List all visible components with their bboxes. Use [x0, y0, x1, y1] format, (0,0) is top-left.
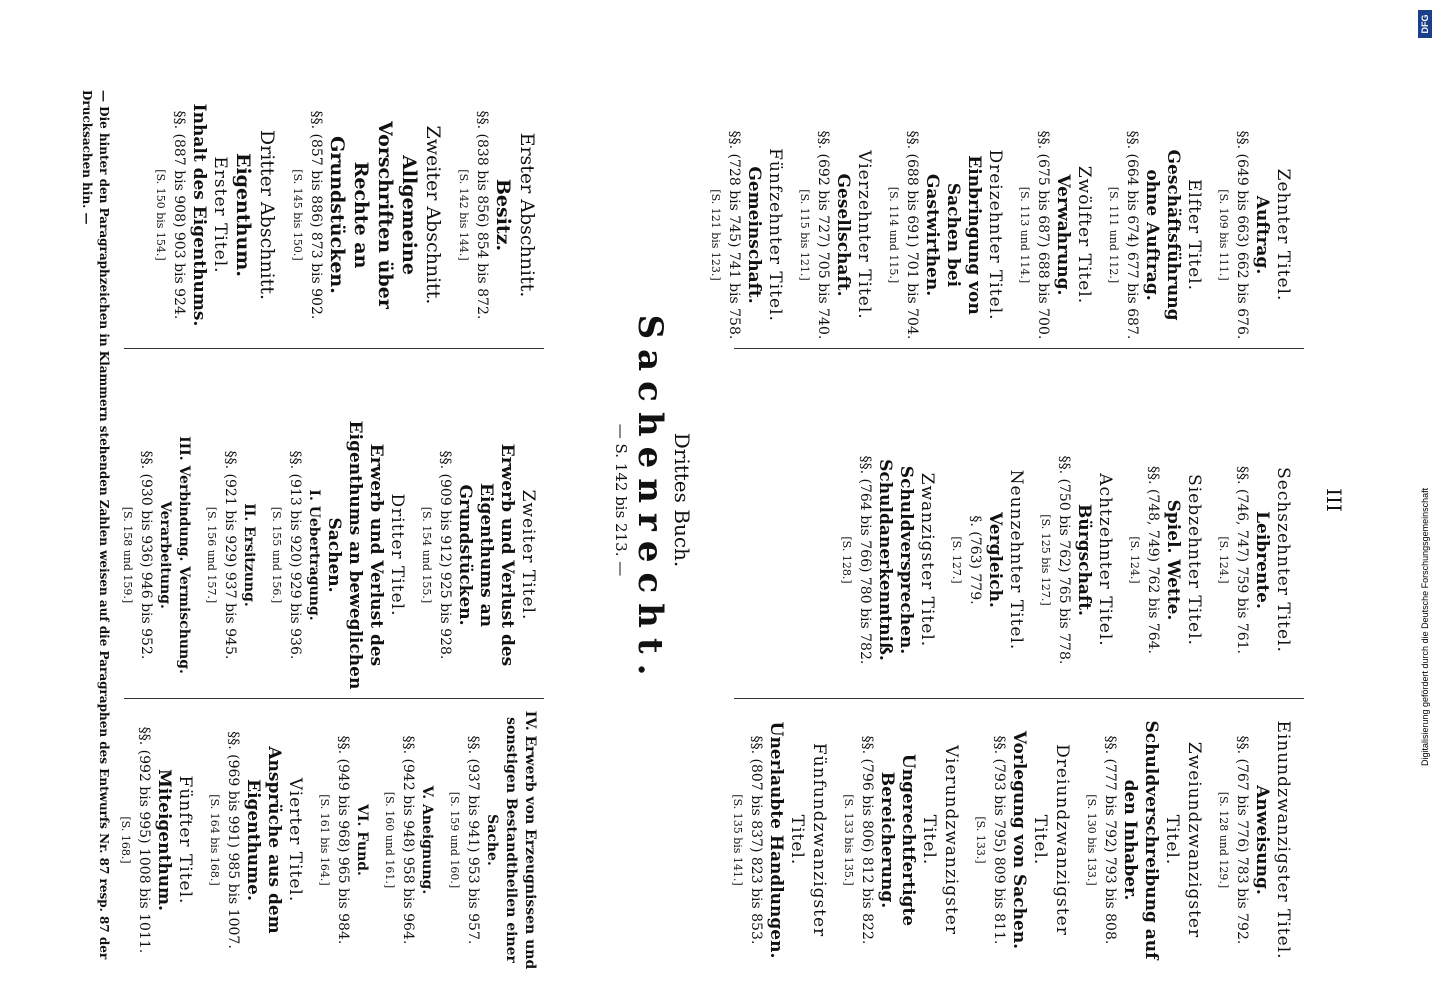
title-number: Zweiundzwanzigster Titel.	[1162, 741, 1204, 939]
paragraph-range: §§. (807 bis 837) 823 bis 853.	[748, 735, 764, 945]
title-heading: Vergleich.	[985, 512, 1005, 608]
digitization-credit	[1418, 6, 1432, 996]
page-range: [S. 159 und 160.]	[448, 791, 461, 889]
subtitle: VI. Fund.	[354, 804, 370, 876]
paragraph-range: §§. (764 bis 766) 780 bis 782.	[857, 455, 873, 665]
column-divider-left	[734, 348, 1304, 349]
title-heading: Schuldversprechen. Schuldanerkenntniß.	[875, 459, 916, 661]
toc-column-left	[697, 130, 1294, 340]
toc-entry	[206, 710, 306, 970]
paragraph-range: §§. (728 bis 745) 741 bis 758.	[726, 130, 742, 340]
section-title: Besitz.	[492, 178, 514, 252]
column-divider-lower-right	[124, 698, 544, 699]
title-heading: Anweisung.	[1252, 785, 1272, 895]
title-number: Dreiundzwanzigster Titel.	[1030, 744, 1072, 936]
title-heading: Spiel. Wette.	[1163, 499, 1183, 621]
book-page-range: — S. 142 bis 213. —	[612, 423, 630, 577]
section-number: Erster Abschnitt.	[516, 132, 538, 298]
toc-entry	[1215, 130, 1294, 340]
subtitle: III. Verbindung. Vermischung. Verarbeitung.	[157, 436, 192, 674]
toc-entry	[119, 420, 193, 690]
page-range: [S. 124.]	[1217, 536, 1230, 584]
book-heading	[612, 0, 694, 1000]
toc-entry	[381, 710, 436, 970]
dfg-logo-text: DFG	[1420, 14, 1430, 34]
subtitle: I. Uebertragung.	[306, 489, 322, 621]
title-number: Erster Titel.	[210, 156, 230, 274]
page-range: [S. 125 bis 127.]	[1039, 514, 1052, 606]
toc-entry	[729, 720, 830, 960]
title-heading: Unerlaubte Handlungen.	[766, 721, 786, 959]
paragraph-range: §§. (942 bis 948) 958 bis 964.	[400, 735, 416, 945]
section-entry	[289, 90, 445, 340]
paragraph-range: §§. (857 bis 886) 873 bis 902.	[308, 110, 324, 320]
toc-entry	[268, 420, 408, 690]
page-range: [S. 150 bis 154.]	[154, 169, 167, 261]
column-divider-lower-left	[124, 348, 544, 349]
title-number: Siebzehnter Titel.	[1184, 474, 1204, 646]
toc-entry	[972, 720, 1073, 960]
title-number: Fünfter Titel.	[175, 775, 195, 905]
title-number: Einundzwanzigster Titel.	[1273, 720, 1293, 960]
section-entry	[152, 90, 279, 340]
title-heading: Einbringung von Sachen bei Gastwirthen.	[922, 155, 984, 315]
section-title: Eigenthum.	[232, 152, 254, 277]
toc-column-right	[719, 720, 1294, 960]
subtitle: II. Ersitzung.	[241, 503, 257, 607]
subtitle: V. Aneignung.	[419, 785, 435, 895]
page-range: [S. 164 bis 168.]	[208, 794, 221, 886]
page-range: [S. 142 bis 144.]	[457, 169, 470, 261]
paragraph-range: §§. (913 bis 920) 929 bis 936.	[287, 450, 303, 660]
section-entry	[455, 90, 539, 340]
paragraph-range: §§. (930 bis 936) 946 bis 952.	[138, 450, 154, 660]
toc-entry	[1215, 720, 1294, 960]
title-number: Dritter Titel.	[387, 493, 407, 617]
page-range: [S. 135 bis 141.]	[731, 794, 744, 886]
paragraph-range: §§. (921 bis 929) 937 bis 945.	[222, 450, 238, 660]
credit-text: Digitalisierung gefördert durch die Deutsche Forschungsgemeinschaft	[1420, 487, 1430, 766]
sections-column-right	[107, 710, 539, 970]
page-range: [S. 128 und 129.]	[1217, 791, 1230, 889]
section-title: Allgemeine Vorschriften über Rechte an Grundstücken.	[326, 121, 420, 309]
toc-column-middle	[828, 440, 1294, 680]
title-heading: Auftrag.	[1252, 195, 1272, 275]
page-range: [S. 133.]	[974, 816, 987, 864]
page-range: [S. 145 bis 150.]	[291, 169, 304, 261]
footnote: — Die hinter den Paragraphzeichen in Klammern stehenden Zahlen weisen auf die Paragraphen des Entwurfs Nr. 87 resp. 87 der Drucksachen hin. —	[80, 90, 111, 960]
title-heading: Miteigenthum.	[154, 769, 174, 911]
toc-entry	[117, 710, 196, 970]
paragraph-range: §§. (649 bis 663) 662 bis 676.	[1234, 130, 1250, 340]
page-range: [S. 109 bis 111.]	[1217, 189, 1230, 281]
toc-entry	[707, 130, 786, 340]
sections-column-left	[142, 90, 539, 340]
sections-column-middle	[109, 420, 539, 690]
title-number: Zehnter Titel.	[1273, 168, 1293, 302]
paragraph-range: §§. (675 bis 687) 688 bis 700.	[1035, 130, 1051, 340]
section-number: Dritter Abschnitt.	[256, 129, 278, 301]
toc-entry	[796, 130, 875, 340]
toc-entry	[1105, 130, 1205, 340]
column-divider-right	[734, 698, 1304, 699]
title-number: Sechszehnter Titel.	[1273, 467, 1293, 653]
subtitle: IV. Erwerb von Erzeugnissen und sonstigen Bestandtheilen einer Sache.	[484, 710, 538, 970]
page-range: [S. 130 bis 133.]	[1085, 794, 1098, 886]
paragraph-range: §§. (838 bis 856) 854 bis 872.	[474, 110, 490, 320]
book-title: Sachenrecht.	[630, 314, 670, 686]
title-number: Achtzehnter Titel.	[1095, 473, 1115, 647]
paragraph-range: §§. (909 bis 912) 925 bis 928.	[437, 450, 453, 660]
title-number: Fünfzehnter Titel.	[765, 148, 785, 322]
toc-entry	[948, 440, 1027, 680]
toc-entry	[1215, 440, 1294, 680]
title-number: Vierzehnter Titel.	[854, 150, 874, 320]
paragraph-range: §§. (692 bis 727) 705 bis 740.	[815, 130, 831, 340]
title-number: Zweiter Titel.	[518, 489, 538, 621]
paragraph-range: §§. (746, 747) 759 bis 761.	[1234, 465, 1250, 655]
title-number: Fünfundzwanzigster Titel.	[787, 742, 829, 938]
title-number: Zwölfter Titel.	[1074, 165, 1094, 305]
title-heading: Vorlegung von Sachen.	[1009, 730, 1029, 950]
paragraph-range: §§. (887 bis 908) 903 bis 924.	[171, 110, 187, 320]
title-heading: Gemeinschaft.	[744, 166, 764, 304]
title-heading: Schuldverschreibung auf den Inhaber.	[1120, 720, 1161, 960]
page-range: [S. 160 und 161.]	[383, 791, 396, 889]
book-number: Drittes Buch.	[670, 432, 694, 568]
page-range: [S. 113 und 114.]	[1018, 186, 1031, 284]
paragraph-range: §§. (777 bis 792) 793 bis 808.	[1102, 735, 1118, 945]
toc-entry	[840, 720, 962, 960]
page-range: [S. 133 bis 135.]	[842, 794, 855, 886]
toc-entry	[316, 710, 371, 970]
page-number: III	[1322, 488, 1346, 512]
paragraph-range: §. (763) 779.	[967, 515, 983, 605]
toc-entry	[1016, 130, 1095, 340]
page-range: [S. 111 und 112.]	[1107, 186, 1120, 284]
paragraph-range: §§. (969 bis 991) 985 bis 1007.	[225, 731, 241, 949]
title-heading: Inhalt des Eigenthums.	[189, 103, 209, 327]
title-number: Zwanzigster Titel.	[917, 472, 937, 648]
toc-entry	[203, 420, 258, 690]
paragraph-range: §§. (664 bis 674) 677 bis 687.	[1124, 130, 1140, 340]
title-heading: Bürgschaft.	[1074, 504, 1094, 616]
page-range: [S. 155 und 156.]	[270, 506, 283, 604]
toc-entry	[418, 420, 539, 690]
page-range: [S. 115 bis 121.]	[798, 189, 811, 281]
section-number: Zweiter Abschnitt.	[422, 125, 444, 305]
paragraph-range: §§. (750 bis 762) 765 bis 778.	[1056, 455, 1072, 665]
paragraph-range: §§. (748, 749) 762 bis 764.	[1145, 465, 1161, 655]
paragraph-range: §§. (688 bis 691) 701 bis 704.	[904, 130, 920, 340]
toc-entry	[838, 440, 938, 680]
paragraph-range: §§. (937 bis 941) 953 bis 957.	[465, 735, 481, 945]
page-range: [S. 124.]	[1128, 536, 1141, 584]
toc-entry	[885, 130, 1006, 340]
page-range: [S. 158 und 159.]	[121, 506, 134, 604]
title-heading: Erwerb und Verlust des Eigenthums an beweglichen Sachen.	[324, 420, 386, 690]
title-heading: Ansprüche aus dem Eigenthume.	[243, 746, 284, 934]
title-heading: Erwerb und Verlust des Eigenthums an Grundstücken.	[455, 443, 517, 667]
toc-entry	[1126, 440, 1205, 680]
title-number: Vierter Titel.	[285, 777, 305, 903]
page-range: [S. 128.]	[840, 536, 853, 584]
title-heading: Leibrente.	[1252, 511, 1272, 609]
paragraph-range: §§. (793 bis 795) 809 bis 811.	[991, 735, 1007, 945]
paragraph-range: §§. (949 bis 968) 965 bis 984.	[335, 735, 351, 945]
toc-entry	[1083, 720, 1205, 960]
title-heading: Verwahrung.	[1053, 174, 1073, 296]
toc-entry	[446, 710, 539, 970]
page-range: [S. 161 bis 164.]	[318, 794, 331, 886]
toc-entry	[1037, 440, 1116, 680]
page-range: [S. 114 und 115.]	[887, 186, 900, 284]
page-range: [S. 127.]	[950, 536, 963, 584]
title-heading: Geschäftsführung ohne Auftrag.	[1142, 149, 1183, 321]
title-number: Vierundzwanzigster Titel.	[919, 745, 961, 935]
title-number: Dreizehnter Titel.	[985, 149, 1005, 321]
paragraph-range: §§. (767 bis 776) 783 bis 792.	[1234, 735, 1250, 945]
page-range: [S. 156 und 157.]	[205, 506, 218, 604]
title-number: Elfter Titel.	[1184, 178, 1204, 292]
title-number: Neunzehnter Titel.	[1006, 469, 1026, 651]
page-range: [S. 168.]	[119, 816, 132, 864]
paragraph-range: §§. (992 bis 995) 1008 bis 1011.	[136, 726, 152, 954]
page-range: [S. 154 und 155.]	[420, 506, 433, 604]
title-heading: Gesellschaft.	[833, 173, 853, 297]
page-range: [S. 121 bis 123.]	[709, 189, 722, 281]
title-heading: Ungerechtfertigte Bereicherung.	[877, 753, 918, 927]
paragraph-range: §§. (796 bis 806) 812 bis 822.	[859, 735, 875, 945]
